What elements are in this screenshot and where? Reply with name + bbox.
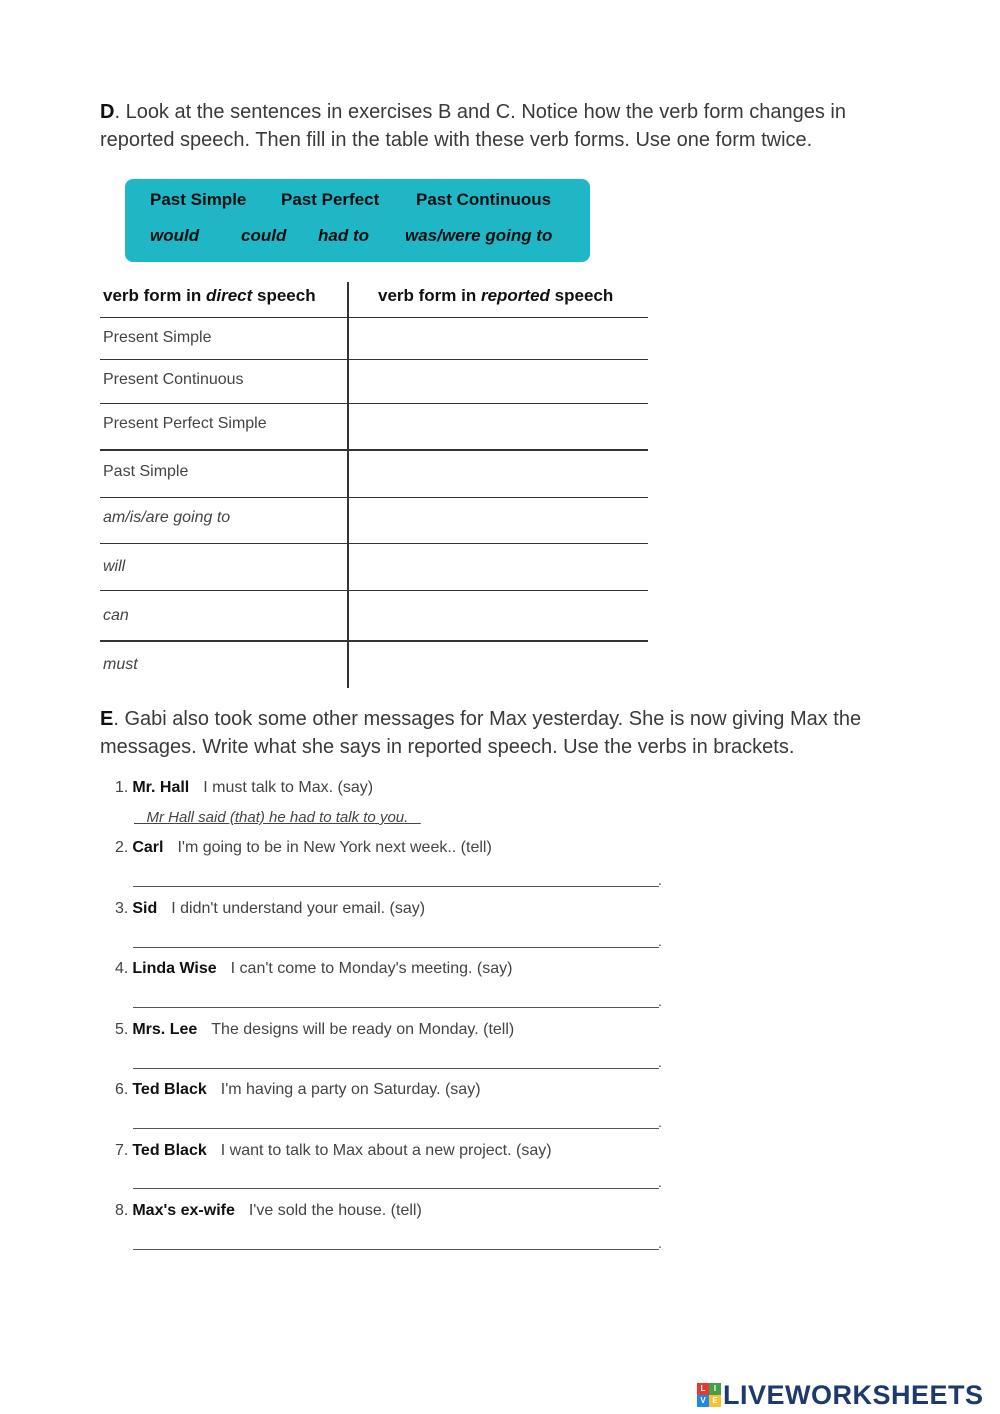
table-rule (100, 449, 648, 451)
list-item: 2. Carl I'm going to be in New York next week.. (tell) (115, 839, 492, 856)
reported-answer-cell[interactable] (350, 361, 648, 403)
word-was-were-going-to: was/were going to (405, 226, 553, 245)
line-period: . (658, 872, 662, 888)
section-e-instructions (100, 705, 890, 761)
list-item: 3. Sid I didn't understand your email. (say) (115, 900, 426, 917)
answer-line[interactable] (133, 947, 659, 948)
answer-line[interactable] (133, 1249, 659, 1250)
table-rule (100, 590, 648, 591)
table-row-direct: will (103, 558, 126, 575)
verb-forms-word-box (125, 179, 590, 262)
word-could: could (241, 226, 287, 245)
reported-answer-cell[interactable] (350, 405, 648, 449)
table-rule (100, 403, 648, 404)
section-e-text: . Gabi also took some other messages for Max yesterday. She is now giving Max the messages. Write what she says in reported speech. Use the verbs in brackets. (100, 708, 862, 758)
table-row-direct: Present Simple (103, 329, 212, 346)
list-item: 8. Max's ex-wife I've sold the house. (tell) (115, 1202, 422, 1219)
answer-line[interactable] (133, 1188, 659, 1189)
list-item: 5. Mrs. Lee The designs will be ready on Monday. (tell) (115, 1021, 515, 1038)
word-would: would (150, 226, 200, 245)
reported-answer-cell[interactable] (350, 592, 648, 640)
table-row-direct: can (103, 607, 129, 624)
reported-answer-cell[interactable] (350, 545, 648, 590)
line-period: . (658, 933, 662, 949)
answer-line[interactable] (133, 1007, 659, 1008)
example-answer: Mr Hall said (that) he had to talk to you. (134, 809, 421, 826)
reported-answer-cell[interactable] (350, 643, 648, 687)
liveworksheets-logo (697, 1378, 984, 1412)
table-row-direct: Past Simple (103, 463, 189, 480)
list-item: 7. Ted Black I want to talk to Max about a new project. (say) (115, 1142, 552, 1159)
col-header-reported: verb form in reported speech (378, 286, 614, 305)
table-column-divider (347, 282, 349, 688)
line-period: . (658, 1114, 662, 1130)
line-period: . (658, 993, 662, 1009)
line-period: . (658, 1054, 662, 1070)
logo-mark-icon: L I V E (697, 1383, 721, 1407)
reported-answer-cell[interactable] (350, 319, 648, 359)
table-row-direct: must (103, 656, 138, 673)
line-period: . (658, 1174, 662, 1190)
table-rule (100, 317, 648, 318)
section-e-letter: E (100, 708, 114, 730)
word-past-simple: Past Simple (150, 190, 247, 209)
table-rule (100, 359, 648, 360)
logo-text: LIVEWORKSHEETS (723, 1379, 984, 1410)
list-item: 1. Mr. Hall I must talk to Max. (say) (115, 779, 374, 796)
reported-answer-cell[interactable] (350, 452, 648, 497)
word-past-perfect: Past Perfect (281, 190, 380, 209)
list-item: 4. Linda Wise I can't come to Monday's meeting. (say) (115, 960, 513, 977)
word-had-to: had to (318, 226, 369, 245)
section-d-letter: D (100, 101, 115, 123)
word-past-continuous: Past Continuous (416, 190, 552, 209)
table-rule (100, 543, 648, 544)
answer-line[interactable] (133, 886, 659, 887)
col-header-direct: verb form in direct speech (103, 286, 316, 305)
reported-answer-cell[interactable] (350, 499, 648, 543)
table-row-direct: Present Perfect Simple (103, 415, 267, 432)
section-d-text: . Look at the sentences in exercises B and C. Notice how the verb form changes in reported speech. Then fill in the table with these verb forms. Use one form twice. (100, 101, 846, 151)
table-rule (100, 640, 648, 642)
answer-line[interactable] (133, 1068, 659, 1069)
list-item: 6. Ted Black I'm having a party on Saturday. (say) (115, 1081, 481, 1098)
table-row-direct: am/is/are going to (103, 509, 231, 526)
section-d-instructions (100, 98, 890, 154)
table-rule (100, 497, 648, 498)
answer-line[interactable] (133, 1128, 659, 1129)
line-period: . (658, 1235, 662, 1251)
table-row-direct: Present Continuous (103, 371, 244, 388)
